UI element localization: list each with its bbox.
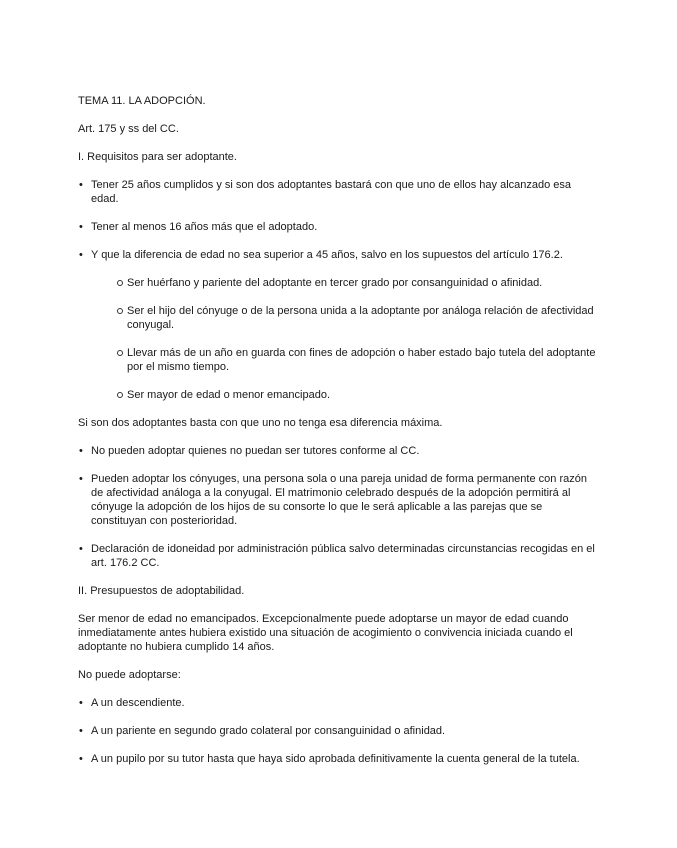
section-heading-requisitos: I. Requisitos para ser adoptante. (78, 151, 237, 163)
list-item-text: A un descendiente. (91, 697, 185, 709)
circle-bullet-icon (117, 392, 123, 398)
list-item (78, 248, 600, 402)
page-title: TEMA 11. LA ADOPCIÓN. (78, 95, 206, 107)
list-item (78, 696, 600, 710)
list-item-text: Y que la diferencia de edad no sea superior a 45 años, salvo en los supuestos del artículo 176.2. (91, 249, 563, 261)
conditions-list (78, 444, 600, 570)
requirements-list (78, 178, 600, 402)
circle-bullet-icon (117, 350, 123, 356)
sublist-item (113, 388, 600, 402)
bullet-icon: • (79, 543, 83, 555)
bullet-icon: • (79, 725, 83, 737)
list-item-text: Tener 25 años cumplidos y si son dos adoptantes bastará con que uno de ellos hay alcanzado esa edad. (91, 179, 572, 205)
list-item (78, 472, 600, 528)
bullet-icon: • (79, 697, 83, 709)
circle-bullet-icon (117, 308, 123, 314)
sublist-item (113, 346, 600, 374)
bullet-icon: • (79, 445, 83, 457)
list-item (78, 752, 600, 766)
list-item-text: Pueden adoptar los cónyuges, una persona sola o una pareja unidad de forma permanente con razón de afectividad análoga a la conyugal. El matrimonio celebrado después de la adopción permitirá al cónyuge la adopción de los hijos de su consorte lo que le será aplicable a las parejas que se constituyan con posterioridad. (91, 473, 587, 527)
bullet-icon: • (79, 179, 83, 191)
list-item (78, 220, 600, 234)
document-body (78, 94, 600, 780)
bullet-icon: • (79, 221, 83, 233)
sublist-item-text: Llevar más de un año en guarda con fines de adopción o haber estado bajo tutela del adoptante por el mismo tiempo. (127, 347, 596, 373)
sublist-item-text: Ser huérfano y pariente del adoptante en tercer grado por consanguinidad o afinidad. (127, 277, 543, 289)
list-item-text: A un pariente en segundo grado colateral por consanguinidad o afinidad. (91, 725, 446, 737)
list-item-text: No pueden adoptar quienes no puedan ser tutores conforme al CC. (91, 445, 420, 457)
sublist-item (113, 304, 600, 332)
list-item (78, 542, 600, 570)
list-item (78, 178, 600, 206)
prohibitions-list (78, 696, 600, 766)
bullet-icon: • (79, 473, 83, 485)
list-item (78, 444, 600, 458)
bullet-icon: • (79, 753, 83, 765)
sublist-item-text: Ser mayor de edad o menor emancipado. (127, 389, 331, 401)
prohibitions-intro: No puede adoptarse: (78, 669, 181, 681)
list-item-text: A un pupilo por su tutor hasta que haya sido aprobada definitivamente la cuenta general de la tutela. (91, 753, 580, 765)
adoptability-paragraph: Ser menor de edad no emancipados. Excepcionalmente puede adoptarse un mayor de edad cuando inmediatamente antes hubiera existido una situación de acogimiento o convivencia iniciada cuando el adoptante no hubiera cumplido 14 años. (78, 613, 573, 653)
bullet-icon: • (79, 249, 83, 261)
circle-bullet-icon (117, 280, 123, 286)
list-item-text: Tener al menos 16 años más que el adoptado. (91, 221, 318, 233)
sublist-item (113, 276, 600, 290)
section-heading-adoptabilidad: II. Presupuestos de adoptabilidad. (78, 585, 245, 597)
age-difference-note: Si son dos adoptantes basta con que uno no tenga esa diferencia máxima. (78, 417, 443, 429)
list-item (78, 724, 600, 738)
sublist-item-text: Ser el hijo del cónyuge o de la persona unida a la adoptante por análoga relación de afectividad conyugal. (127, 305, 594, 331)
exceptions-sublist (91, 276, 600, 402)
list-item-text: Declaración de idoneidad por administración pública salvo determinadas circunstancias recogidas en el art. 176.2 CC. (91, 543, 595, 569)
legal-reference: Art. 175 y ss del CC. (78, 123, 179, 135)
